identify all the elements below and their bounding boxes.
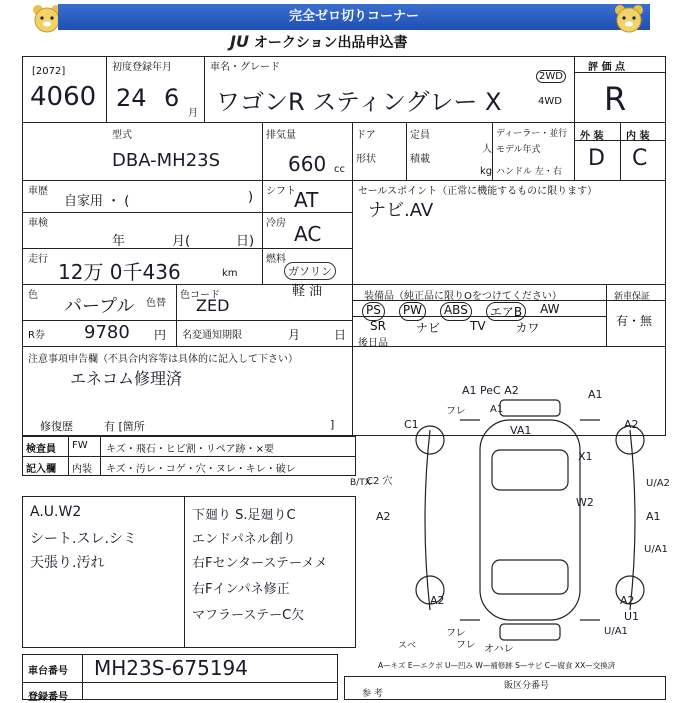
name-change-day: 日 — [334, 328, 347, 342]
banner-title: 完全ゼロ切りコーナー — [58, 4, 650, 30]
interior-label: 内 装 — [626, 131, 650, 142]
equip-tv: TV — [469, 319, 486, 333]
diagram-mark-9: C2 穴 — [366, 476, 393, 487]
equip-pw: PW — [399, 302, 426, 321]
area-number-label: 販区分番号 — [504, 681, 550, 691]
diagram-mark-12: A2 — [376, 510, 391, 523]
diagram-mark-10: B/TX — [350, 478, 371, 488]
model-label: 型式 — [112, 130, 132, 141]
equip-airbag: エアB — [486, 302, 526, 321]
diagram-mark-13: W2 — [576, 496, 594, 509]
diagram-mark-8: X1 — [578, 450, 593, 463]
comment-right-2: エンドパネル創り — [192, 532, 296, 547]
form-subtitle: JU オークション出品申込書 — [230, 32, 408, 51]
color-code-value: ZED — [196, 296, 230, 315]
equip-kawa: カワ — [515, 321, 540, 335]
equip-navi: ナビ — [415, 321, 440, 335]
fuel-gasoline: ガソリン — [284, 262, 336, 280]
km-unit: km — [222, 268, 238, 279]
repair-label: 修復歴 — [40, 420, 73, 433]
comment-left-1: A.U.W2 — [30, 504, 82, 520]
damage-legend: A—キズ E—エクボ U—凹み W—補修跡 S—サビ C—腐食 XX—交換済 — [378, 661, 616, 670]
handle-label: ハンドル 左・右 — [496, 167, 562, 177]
first-reg-label: 初度登録年月 — [112, 62, 172, 73]
notes-text: エネコム修理済 — [70, 369, 183, 388]
diagram-mark-21: フレ — [456, 640, 476, 651]
chassis-number: MH23S-675194 — [94, 656, 249, 680]
fw-items: キズ・飛石・ヒビ割・リペア跡・×要 — [106, 444, 274, 455]
inspector-label-2: 記入欄 — [26, 464, 56, 475]
score-value: R — [604, 80, 627, 118]
shift-label: シフト — [266, 186, 296, 197]
comment-right-3: 右Fセンターステーメメ — [192, 556, 328, 571]
color-code-label: 色コード — [180, 290, 220, 301]
equip-sr: SR — [370, 319, 386, 333]
capacity-label: 定員 — [410, 130, 430, 141]
model-value: DBA-MH23S — [112, 150, 221, 171]
diagram-mark-19: スベ — [398, 641, 417, 651]
color-value: パープル — [64, 296, 135, 317]
inspection-year-unit: 年 — [112, 234, 126, 249]
displacement-value: 660 — [288, 152, 327, 176]
inspector-label-1: 検査員 — [26, 444, 56, 455]
kg-unit: kg — [480, 166, 493, 177]
ac-label: 冷房 — [266, 218, 286, 229]
equip-ps: PS — [362, 302, 385, 321]
interior-grade: C — [632, 146, 648, 171]
interior-insp-items: キズ・汚レ・コゲ・穴・ヌレ・キレ・破レ — [106, 464, 296, 475]
sales-point-label: セールスポイント（正常に機能するものに限ります） — [358, 186, 598, 197]
new-warranty-label: 新車保証 — [614, 292, 651, 302]
lot-number: 4060 — [30, 82, 97, 112]
drive-2wd: 2WD — [536, 70, 566, 83]
reference-label: 参 考 — [362, 689, 383, 699]
recycle-label: R券 — [28, 330, 45, 341]
name-change-month: 月 — [288, 328, 301, 342]
right-bear-logo-icon — [612, 4, 646, 34]
diagram-mark-23: U/A1 — [604, 626, 628, 637]
equipment-label: 装備品（純正品に限りOをつけてください） — [364, 291, 562, 302]
comment-right-4: 右Fインパネ修正 — [192, 582, 290, 597]
exterior-label: 外 装 — [580, 131, 604, 142]
exterior-grade: D — [588, 146, 605, 171]
new-warranty-value: 有・無 — [616, 314, 653, 328]
diagram-mark-16: A2 — [620, 594, 635, 607]
diagram-mark-3: フレ — [446, 406, 466, 417]
comment-right-1: 下廻り S.足廻りC — [192, 508, 296, 523]
inspection-label: 車検 — [28, 218, 48, 229]
comment-right-5: マフラーステーC欠 — [192, 608, 305, 623]
diagram-mark-1: A1 PeC A2 — [462, 384, 519, 397]
inspection-month-unit: 月( — [172, 234, 191, 249]
door-label: ドア — [356, 130, 376, 141]
ac-value: AC — [294, 222, 322, 246]
inspection-day-unit: 日) — [236, 234, 255, 249]
shift-value: AT — [294, 188, 319, 212]
diagram-mark-22: オハレ — [484, 644, 514, 655]
recycle-value: 9780 — [84, 322, 130, 343]
diagram-mark-7: A2 — [624, 418, 639, 431]
cc-unit: cc — [334, 164, 345, 175]
first-reg-month: 6 — [164, 84, 180, 112]
history-close: ) — [248, 190, 254, 205]
diagram-mark-15: U/A1 — [644, 544, 668, 555]
month-unit: 月 — [188, 108, 198, 119]
color-label: 色 — [28, 290, 38, 301]
color-swap-label: 色替 — [146, 298, 166, 309]
score-label: 評 価 点 — [588, 62, 625, 73]
load-label: 積載 — [410, 154, 430, 165]
mileage-value: 12万 0千436 — [58, 260, 181, 284]
diagram-mark-17: U1 — [624, 610, 640, 623]
capacity-unit: 人 — [482, 144, 492, 155]
comment-left-2: シート.スレ.シミ — [30, 531, 137, 547]
mileage-label: 走行 — [28, 254, 48, 265]
chassis-label: 車台番号 — [28, 666, 68, 677]
displacement-label: 排気量 — [266, 130, 296, 141]
model-year-label: モデル年式 — [496, 145, 541, 155]
dealer-label: ディーラー・並行 — [496, 129, 568, 139]
diagram-mark-2: A1 — [588, 388, 603, 401]
recycle-unit: 円 — [154, 328, 167, 342]
equip-abs: ABS — [440, 302, 472, 321]
drive-4wd: 4WD — [538, 96, 562, 107]
equipment-row2 — [370, 319, 540, 336]
sales-point-value: ナビ.AV — [368, 200, 434, 221]
repair-close: ] — [330, 418, 335, 431]
car-name: ワゴンR スティングレー X — [216, 88, 502, 116]
arrival-label: 後日品 — [358, 338, 388, 349]
fuel-label: 燃料 — [266, 254, 286, 265]
fw-label: FW — [72, 440, 88, 451]
diagram-mark-11: U/A2 — [646, 478, 670, 489]
diagram-mark-14: A1 — [646, 510, 661, 523]
shape-label: 形状 — [356, 154, 376, 165]
repair-value: 有 [箇所 — [104, 420, 145, 433]
name-change-label: 名変通知期限 — [182, 330, 242, 341]
fuel-diesel: 軽 油 — [292, 284, 323, 299]
diagram-mark-6: C1 — [404, 418, 419, 431]
car-name-label: 車名・グレード — [210, 62, 280, 73]
comment-left-3: 天張り.汚れ — [30, 555, 105, 571]
diagram-mark-20: フレ — [446, 628, 466, 639]
diagram-mark-5: VA1 — [510, 424, 532, 437]
notes-label: 注意事項申告欄（不具合内容等は具体的に記入して下さい） — [28, 354, 298, 365]
history-label: 車歴 — [28, 186, 48, 197]
registration-label: 登録番号 — [28, 692, 68, 703]
equip-aw: AW — [540, 302, 560, 316]
diagram-mark-4: A1 — [490, 404, 504, 415]
interior-insp-label: 内装 — [72, 464, 92, 475]
diagram-mark-18: A2 — [430, 594, 445, 607]
code-label: [2072] — [32, 66, 66, 77]
first-reg-year: 24 — [116, 84, 147, 112]
history-value: 自家用 ・ ( — [64, 194, 130, 209]
